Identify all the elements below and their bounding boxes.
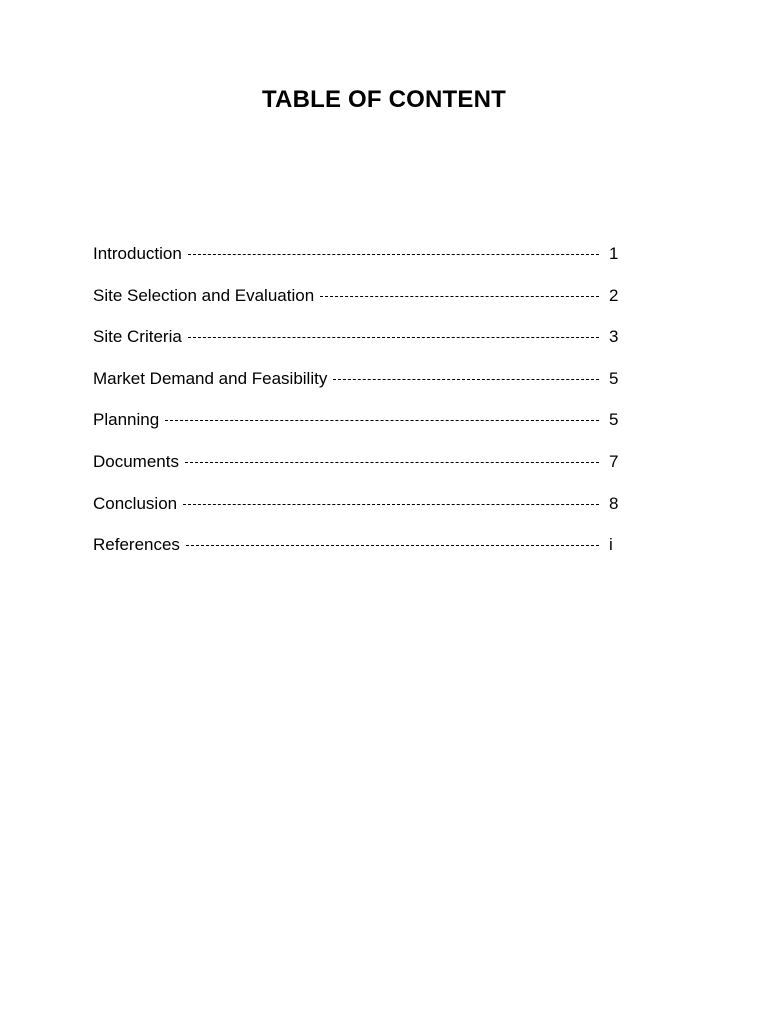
toc-entry-site-selection — [93, 286, 623, 328]
toc-entry-label: Site Selection and Evaluation — [93, 285, 315, 305]
toc-entry-label: Conclusion — [93, 493, 178, 513]
toc-entry-references — [93, 535, 623, 577]
toc-entry-page-number: 2 — [609, 285, 619, 305]
toc-entry-page-number: i — [609, 535, 613, 555]
toc-entry-page-number: 1 — [609, 244, 619, 263]
toc-entry-label: Planning — [93, 410, 160, 430]
dot-leader — [188, 336, 599, 338]
toc-entry-site-criteria — [93, 327, 623, 369]
toc-entry-page-number: 7 — [609, 451, 619, 471]
dot-leader — [185, 461, 599, 463]
dot-leader — [188, 253, 599, 255]
dot-leader — [320, 295, 599, 297]
toc-entry-planning — [93, 410, 623, 452]
toc-entry-introduction — [93, 244, 623, 286]
dot-leader — [186, 544, 599, 546]
toc-entry-label: Documents — [93, 451, 179, 471]
toc-entry-conclusion — [93, 494, 623, 536]
dot-leader — [183, 503, 599, 505]
page-title: TABLE OF CONTENT — [261, 86, 507, 113]
toc-entry-documents — [93, 452, 623, 494]
table-of-contents — [93, 244, 623, 577]
toc-entry-page-number: 5 — [609, 368, 619, 388]
toc-entry-page-number: 3 — [609, 327, 619, 347]
toc-entry-market-demand — [93, 369, 623, 411]
dot-leader — [165, 419, 599, 421]
toc-entry-label: Site Criteria — [93, 327, 182, 347]
toc-entry-page-number: 5 — [609, 410, 619, 430]
dot-leader — [333, 378, 599, 380]
toc-entry-page-number: 8 — [609, 493, 619, 513]
toc-entry-label: References — [93, 535, 180, 555]
toc-entry-label: Introduction — [93, 244, 182, 263]
toc-entry-label: Market Demand and Feasibility — [93, 368, 328, 388]
